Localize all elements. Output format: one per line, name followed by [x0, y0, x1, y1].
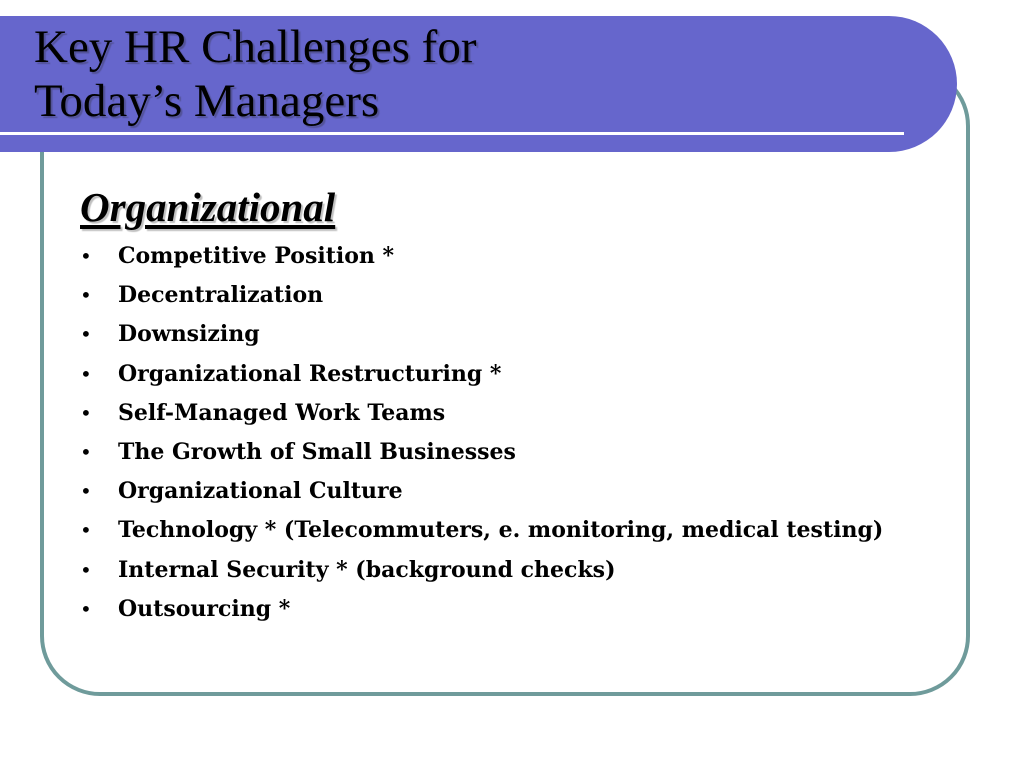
bullet-item: • Competitive Position * [80, 237, 883, 276]
slide-title-line-2: Today’s Managers [34, 75, 380, 127]
bullet-item: • Downsizing [80, 315, 883, 354]
bullet-item: • Technology * (Telecommuters, e. monitoring, medical testing) [80, 511, 883, 550]
bullet-item: • Self-Managed Work Teams [80, 394, 883, 433]
bullet-item: • Decentralization [80, 276, 883, 315]
slide-title [34, 20, 476, 128]
slide-title-line-1: Key HR Challenges for [34, 21, 477, 73]
title-underline [0, 132, 904, 135]
section-heading: Organizational [80, 184, 336, 230]
bullet-item: • Organizational Restructuring * [80, 355, 883, 394]
bullet-item: • The Growth of Small Businesses [80, 433, 883, 472]
bullet-item: • Internal Security * (background checks) [80, 551, 883, 590]
bullet-item: • Organizational Culture [80, 472, 883, 511]
bullet-item: • Outsourcing * [80, 590, 883, 629]
bullet-list [80, 237, 883, 629]
